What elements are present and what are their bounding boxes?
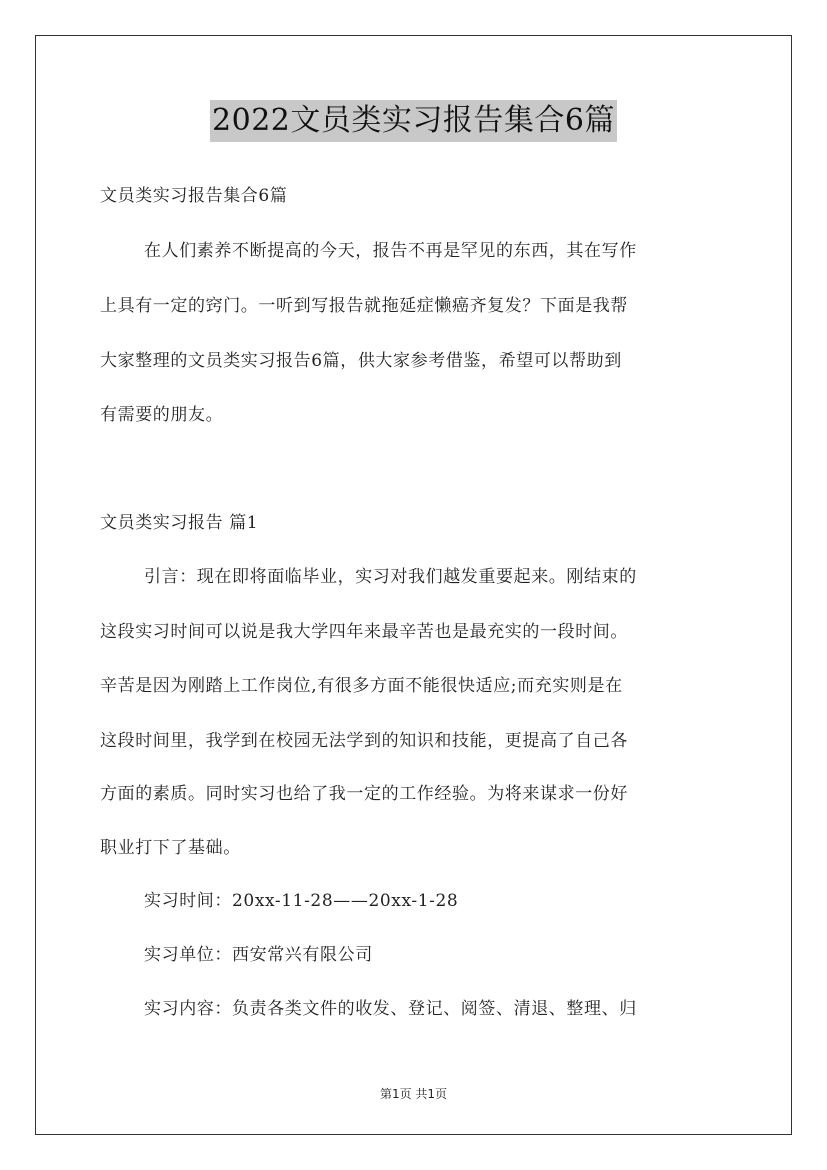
intro-line: 上具有一定的窍门。一听到写报告就拖延症懒癌齐复发？下面是我帮 — [100, 296, 628, 316]
section-heading: 文员类实习报告 篇1 — [100, 513, 259, 533]
subtitle: 文员类实习报告集合6篇 — [100, 186, 288, 206]
page-footer: 第1页 共1页 — [379, 1087, 448, 1101]
intro-line: 在人们素养不断提高的今天，报告不再是罕见的东西，其在写作 — [144, 241, 637, 261]
internship-company: 实习单位：西安常兴有限公司 — [144, 945, 373, 965]
section-line: 引言：现在即将面临毕业，实习对我们越发重要起来。刚结束的 — [144, 567, 637, 587]
internship-content: 实习内容：负责各类文件的收发、登记、阅签、清退、整理、归 — [144, 999, 637, 1019]
title-container — [0, 100, 827, 142]
section-line: 方面的素质。同时实习也给了我一定的工作经验。为将来谋求一份好 — [100, 784, 628, 804]
section-line: 辛苦是因为刚踏上工作岗位,有很多方面不能很快适应;而充实则是在 — [100, 676, 623, 696]
intro-line: 大家整理的文员类实习报告6篇，供大家参考借鉴，希望可以帮助到 — [100, 351, 622, 371]
internship-time: 实习时间：20xx-11-28——20xx-1-28 — [144, 891, 459, 911]
document-title: 2022文员类实习报告集合6篇 — [210, 100, 617, 142]
intro-line: 有需要的朋友。 — [100, 405, 224, 425]
section-line: 这段实习时间可以说是我大学四年来最辛苦也是最充实的一段时间。 — [100, 622, 628, 642]
section-line: 职业打下了基础。 — [100, 838, 241, 858]
section-line: 这段时间里，我学到在校园无法学到的知识和技能，更提高了自己各 — [100, 731, 628, 751]
